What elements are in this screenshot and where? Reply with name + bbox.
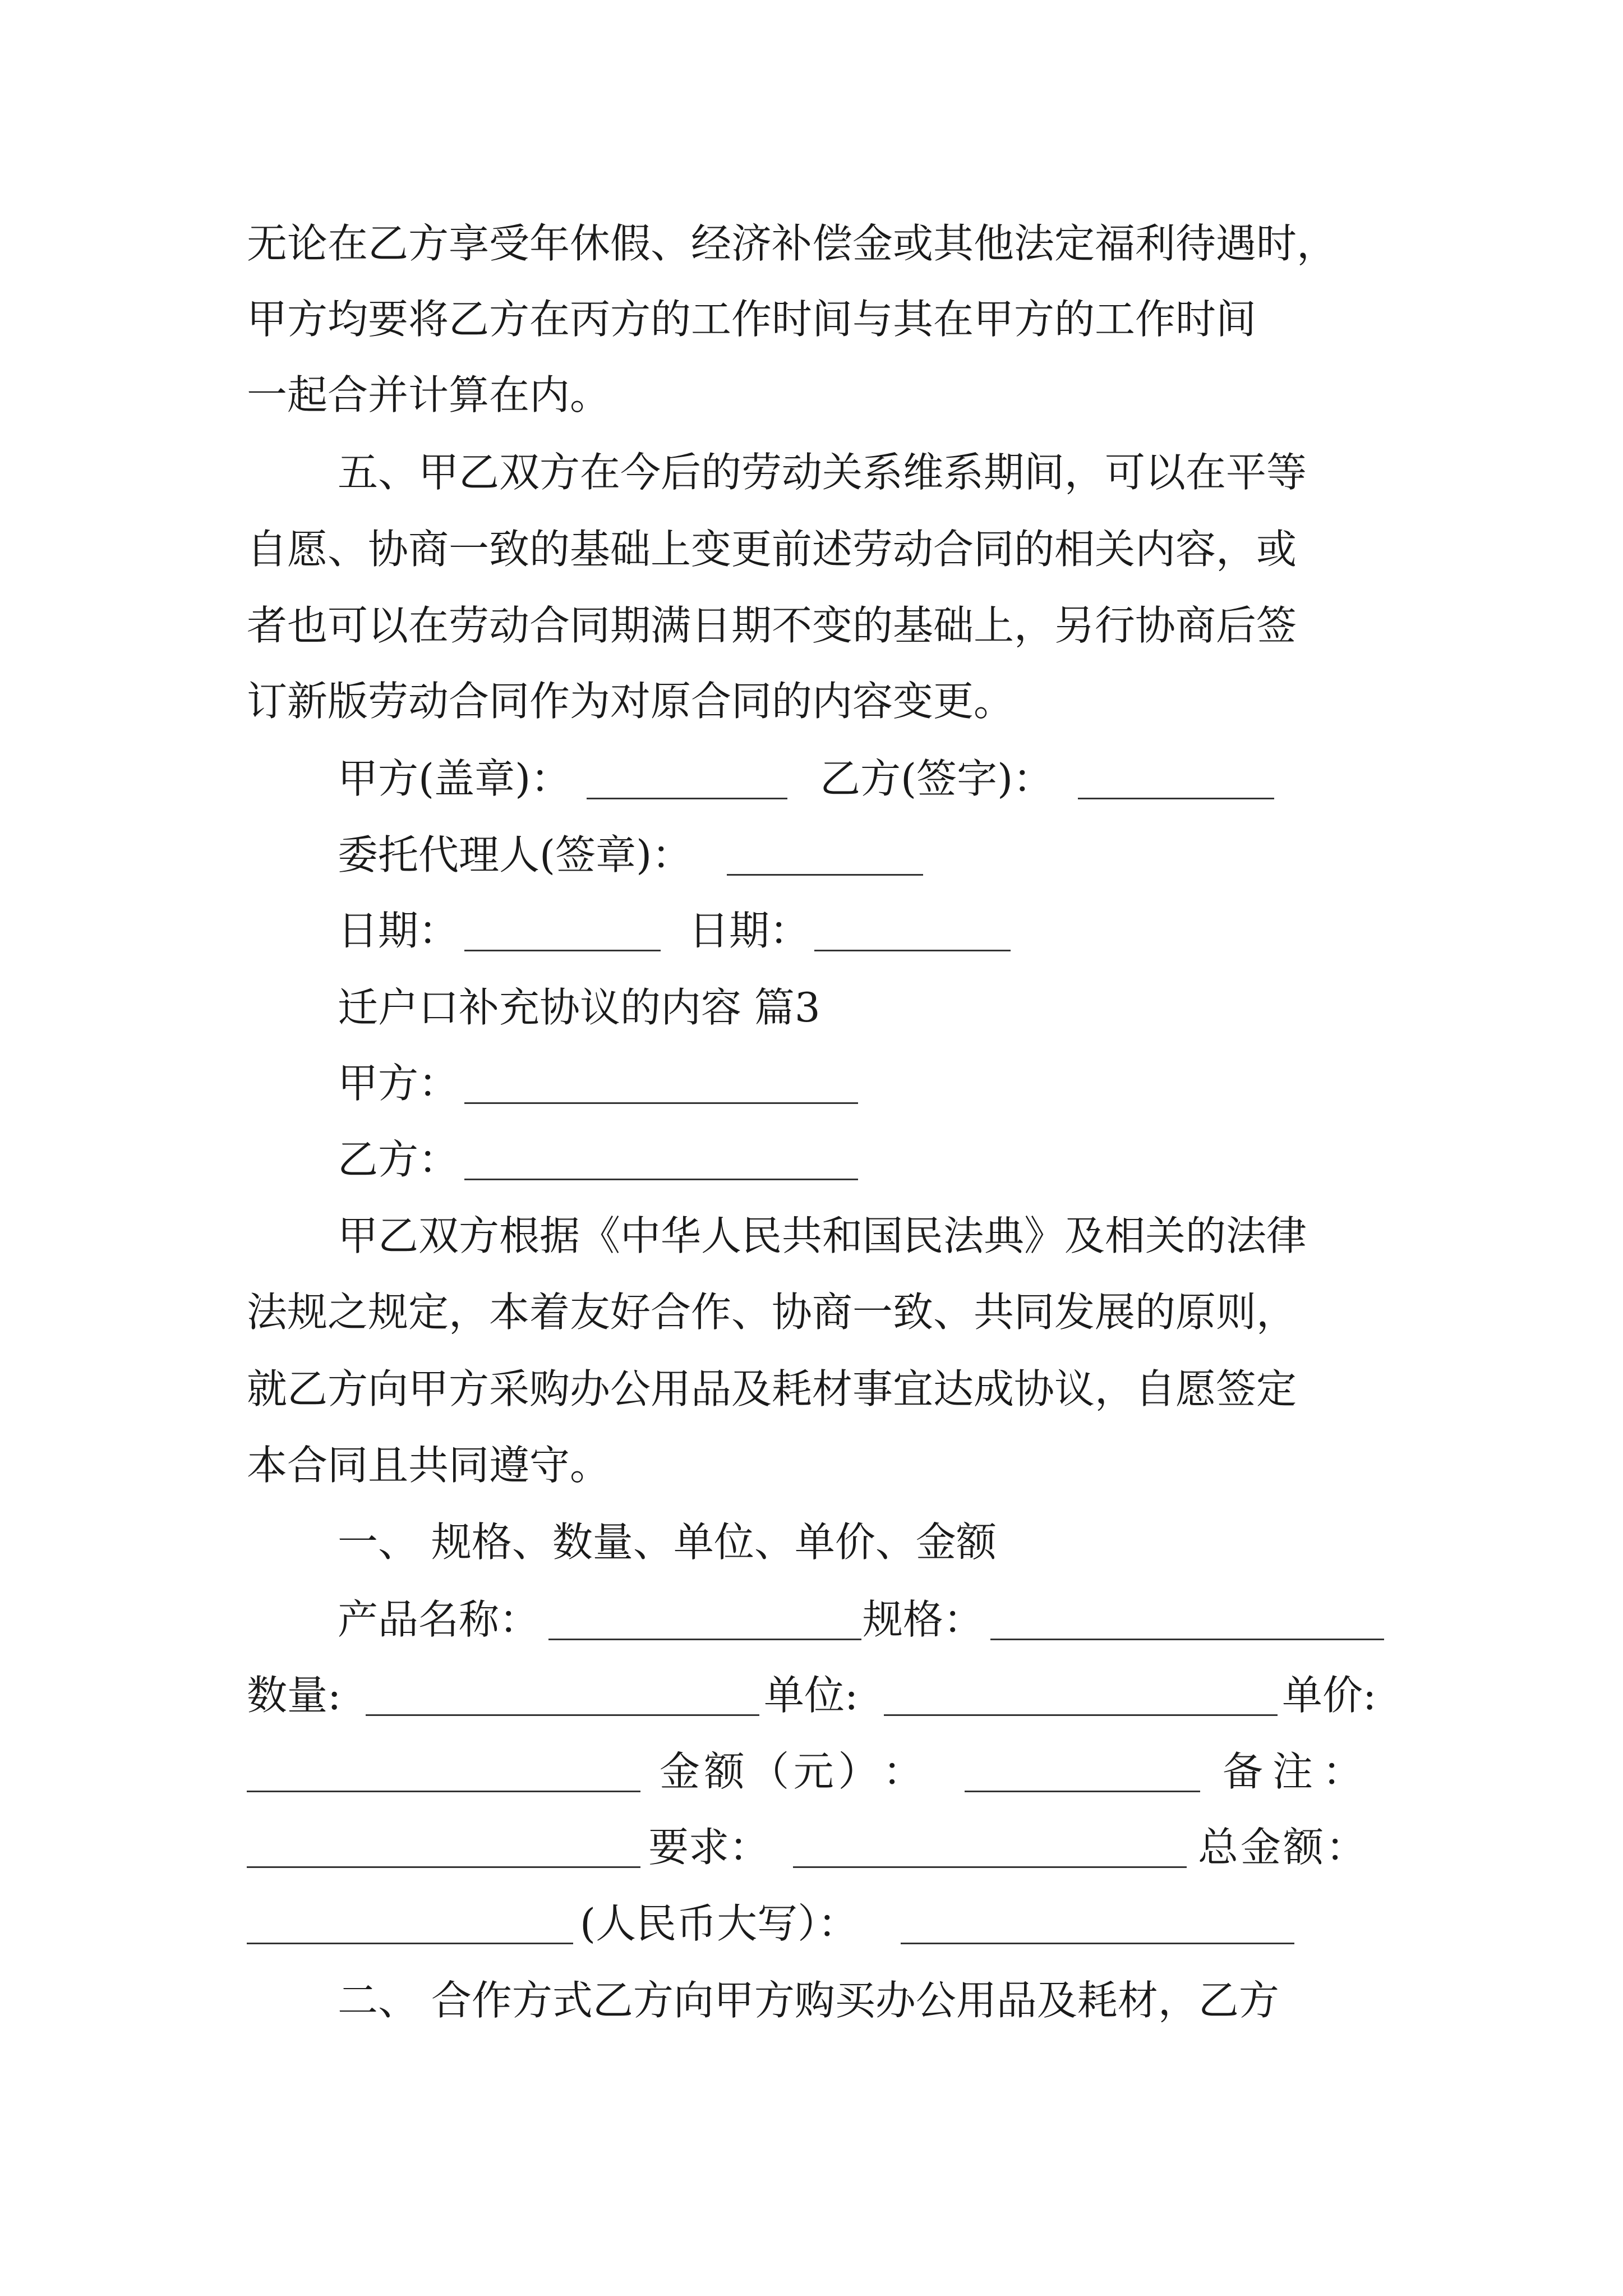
- party-b-blank[interactable]: [464, 1179, 858, 1180]
- rmb-uppercase-label: (人民币大写）：: [580, 1900, 859, 1947]
- article-two-text: 二、 合作方式乙方向甲方购买办公用品及耗材，乙方: [338, 1977, 1279, 2024]
- unit-price-blank[interactable]: [247, 1791, 640, 1792]
- preamble-text: 就乙方向甲方采购办公用品及耗材事宜达成协议，自愿签定: [247, 1365, 1297, 1412]
- quantity-label: 数量:: [247, 1672, 342, 1719]
- party-a-seal-label: 甲方(盖章)：: [338, 755, 571, 802]
- total-blank[interactable]: [247, 1943, 573, 1944]
- product-name-label: 产品名称：: [338, 1596, 540, 1643]
- party-b-sign-blank[interactable]: [1078, 798, 1274, 799]
- party-a-blank[interactable]: [464, 1102, 858, 1104]
- clause-five-text: 自愿、协商一致的基础上变更前述劳动合同的相关内容，或: [247, 526, 1297, 573]
- total-label: 总 金 额 ：: [1198, 1824, 1366, 1871]
- party-b-sign-label: 乙方(签字)：: [820, 755, 1054, 802]
- clause-five-text: 订新版劳动合同作为对原合同的内容变更。: [247, 678, 1015, 725]
- unit-label: 单位:: [764, 1672, 859, 1719]
- unit-blank[interactable]: [884, 1714, 1278, 1716]
- preamble-text: 法规之规定，本着友好合作、协商一致、共同发展的原则，: [247, 1289, 1297, 1336]
- date-a-label: 日期：: [338, 907, 459, 954]
- rmb-uppercase-blank[interactable]: [901, 1943, 1294, 1944]
- product-name-blank[interactable]: [548, 1639, 861, 1640]
- clause-five-text: 五、甲乙双方在今后的劳动关系维系期间，可以在平等: [338, 449, 1307, 496]
- spec-label: 规格：: [863, 1596, 984, 1643]
- requirements-label: 要 求 ：: [648, 1824, 770, 1871]
- paragraph-text: 一起合并计算在内。: [247, 371, 611, 418]
- quantity-blank[interactable]: [366, 1714, 759, 1716]
- date-a-blank[interactable]: [464, 950, 661, 951]
- section-title: 迁户口补充协议的内容 篇3: [338, 984, 820, 1031]
- unit-price-label: 单价:: [1282, 1672, 1377, 1719]
- requirements-blank[interactable]: [793, 1866, 1187, 1868]
- amount-blank[interactable]: [965, 1791, 1200, 1792]
- preamble-text: 甲乙双方根据《中华人民共和国民法典》及相关的法律: [338, 1212, 1307, 1259]
- remarks-label: 备 注 ：: [1223, 1748, 1363, 1795]
- remarks-blank[interactable]: [247, 1866, 640, 1868]
- date-b-label: 日期：: [689, 907, 810, 954]
- amount-label: 金 额 （ 元 ） ：: [660, 1748, 923, 1795]
- article-one-heading: 一、 规格、数量、单位、单价、金额: [338, 1519, 997, 1566]
- party-a-label: 甲方：: [338, 1060, 459, 1107]
- party-b-label: 乙方：: [338, 1136, 459, 1183]
- agent-seal-blank[interactable]: [727, 874, 923, 876]
- date-b-blank[interactable]: [814, 950, 1011, 951]
- spec-blank[interactable]: [990, 1639, 1384, 1640]
- preamble-text: 本合同且共同遵守。: [247, 1442, 611, 1489]
- party-a-seal-blank[interactable]: [587, 798, 787, 799]
- paragraph-text: 无论在乙方享受年休假、经济补偿金或其他法定福利待遇时，: [247, 220, 1338, 267]
- clause-five-text: 者也可以在劳动合同期满日期不变的基础上，另行协商后签: [247, 602, 1297, 649]
- agent-seal-label: 委托代理人(签章)：: [338, 831, 693, 878]
- paragraph-text: 甲方均要将乙方在丙方的工作时间与其在甲方的工作时间: [247, 296, 1257, 343]
